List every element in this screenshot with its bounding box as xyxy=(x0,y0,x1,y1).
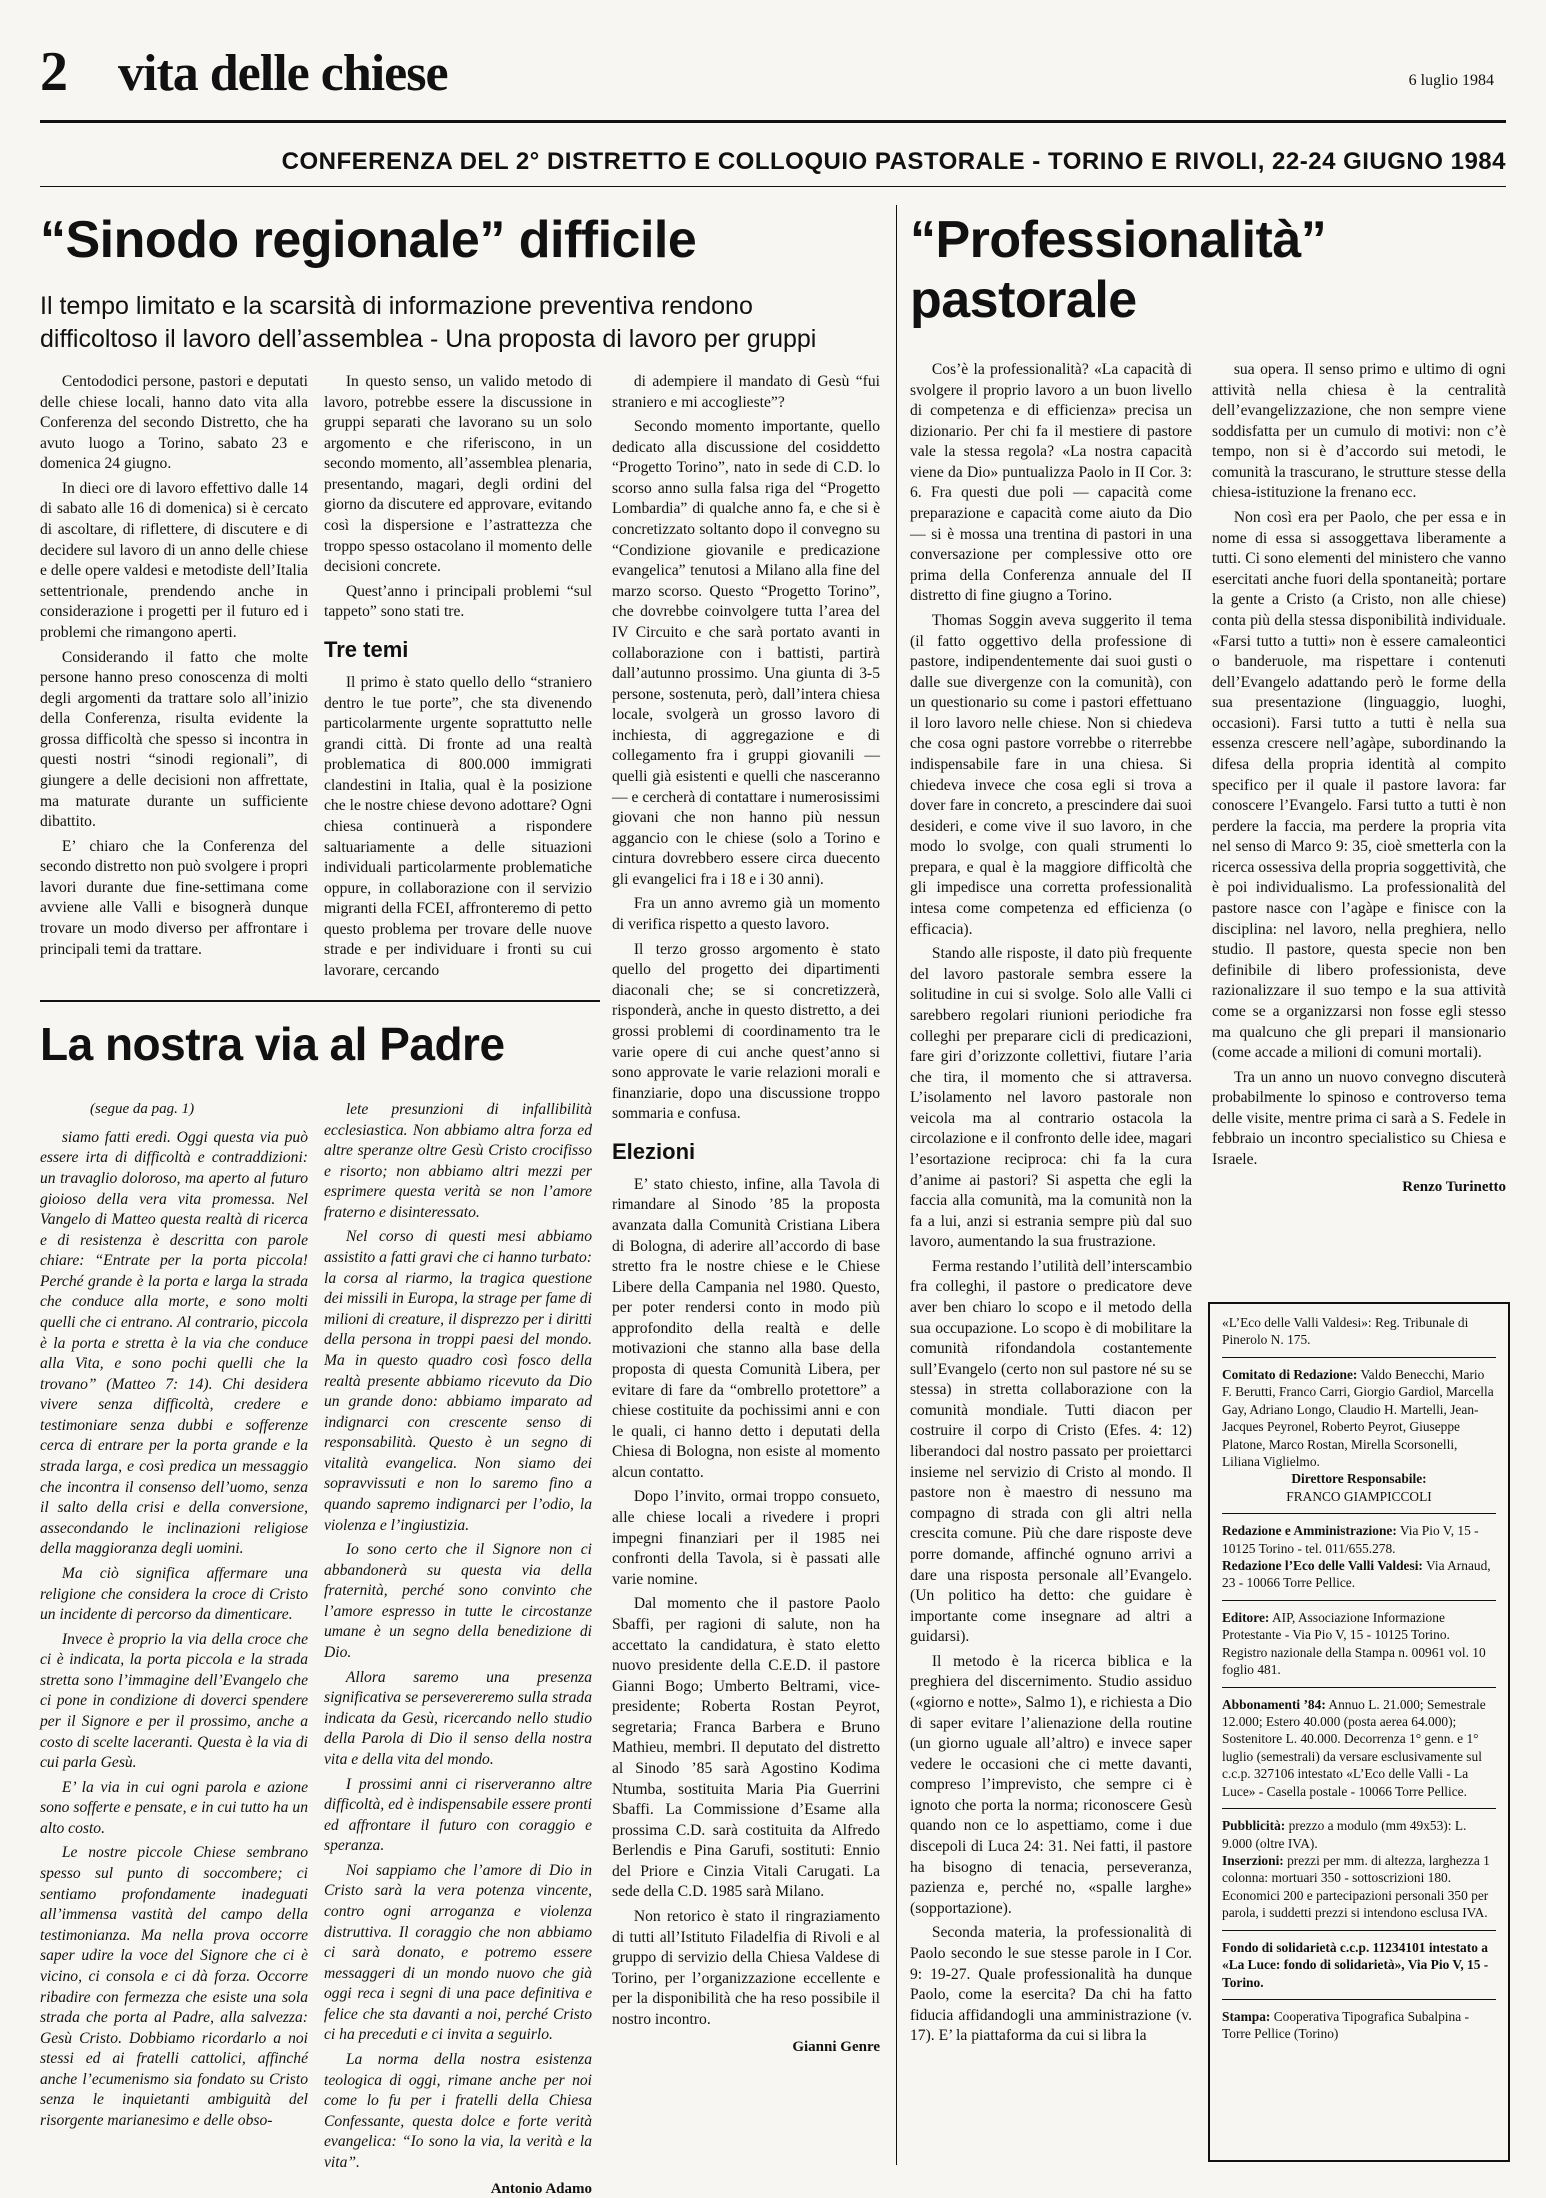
column-divider xyxy=(896,205,897,2165)
paragraph: Ferma restando l’utilità dell’interscambio fra colleghi, il pastore o predicatore deve aver ben chiaro lo scopo e il metodo della sua occupazione. Lo scopo è di mobilitare la comunità rifondandola costantemente sull’Evangelo (certo non sul pastore né su se stessa) in stretta collaborazione con la comunità mondiale. Tutti diacon per costruire il corpo di Cristo (Efes. 4: 12) liberandoci dal nostro passato per proiettarci insieme nel servizio di Cristo al mondo. Il pastore non è maestro di nessuno ma compagno di strada con gli altri nella crescita comune. Più che dare risposte deve porre domande, affinché ognuno arrivi a dare una risposta personale all’Evangelo. (Un politico ha detto: che guidare è importante come insegnare ad altri a guidarsi). xyxy=(910,1257,1192,1646)
professionalita-headline-line-1: “Professionalità” xyxy=(910,211,1327,269)
committee-text: Valdo Benecchi, Mario F. Berutti, Franco Carri, Giorgio Gardiol, Marcella Gay, Adriano Longo, Claudio H. Martelli, Jean-Jacques Peyronel, Roberto Peyrot, Giuseppe Platone, Marco Rostan, Mirella Scorsonelli, Liliana Viglielmo. xyxy=(1222,1366,1494,1469)
paragraph: Quest’anno i principali problemi “sul tappeto” sono stati tre. xyxy=(324,582,592,621)
paragraph: In questo senso, un valido metodo di lavoro, potrebbe essere la discussione in gruppi separati che lavorano su un solo argomento e che riferiscono, in un secondo momento, all’assemblea plenaria, presentando, magari, degli ordini del giorno da discutere ed approvare, evitando così la dispersione e l’astrattezza che troppo spesso ostacolano il momento delle decisioni concrete. xyxy=(324,373,592,576)
sinodo-column-1 xyxy=(40,372,308,964)
masthead-rule xyxy=(40,120,1506,123)
committee-label: Comitato di Redazione: xyxy=(1222,1366,1358,1382)
inserts-text: prezzi per mm. di altezza, larghezza 1 colonna: mortuari 350 - sottoscrizioni 180. Economici 200 e partecipazioni personali 350 per parola, i suddetti prezzi si intendono esclusa IVA. xyxy=(1222,1852,1490,1921)
sinodo-headline: “Sinodo regionale” difficile xyxy=(40,211,697,269)
event-banner: CONFERENZA DEL 2° DISTRETTO E COLLOQUIO PASTORALE - TORINO E RIVOLI, 22-24 GIUGNO 1984 xyxy=(281,148,1506,175)
paragraph: Centododici persone, pastori e deputati delle chiese locali, hanno dato vita alla Conferenza del secondo Distretto, che ha avuto luogo a Torino, sabato 23 e domenica 24 giugno. xyxy=(40,373,308,473)
sinodo-byline: Gianni Genre xyxy=(792,2038,880,2055)
padre-byline: Antonio Adamo xyxy=(490,2181,592,2198)
colophon-admin xyxy=(1222,1513,1496,1600)
professionalita-headline-line-2: pastorale xyxy=(910,271,1137,329)
sinodo-column-2 xyxy=(324,372,592,986)
subs-text: Annuo L. 21.000; Semestrale 12.000; Estero 40.000 (posta aerea 64.000); Sostenitore L. 40.000. Decorrenza 1° genn. e 1° luglio (semestrali) da versare esclusivamente sul c.c.p. 327106 intestato «L’Eco delle Valli - La Luce» - Casella postale - 10066 Torre Pellice. xyxy=(1222,1696,1486,1799)
paragraph: Il metodo è la ricerca biblica e la preghiera del discernimento. Studio assiduo («giorno e notte», Salmo 1), e richiesta a Dio di saper evitare l’alienazione della routine (un giorno uguale all’altro) e invece saper vedere le occasioni che ci mette davanti, compreso l’imprevisto, che sempre ci è ignoto che porta la norma; riconoscere Gesù quando non ce lo aspettiamo, come i due discepoli di Luca 24: 31. Nei fatti, il pastore ha bisogno di tenacia, perseveranza, pazienza e, perché no, «spalle larghe» (sopportazione). xyxy=(910,1652,1192,1917)
padre-column-1 xyxy=(40,1100,308,2136)
paragraph: Il terzo grosso argomento è stato quello del progetto dei dipartimenti diaconali che; se si concretizzerà, risponderà, anche in questo distretto, a dei grossi problemi di coordinamento tra le varie opere di cui anche quest’anno si sono approvate le varie relazioni morali e finanziarie, dopo una discussione troppo sommaria e confusa. xyxy=(612,940,880,1123)
registration-text: «L’Eco delle Valli Valdesi»: Reg. Tribunale di Pinerolo N. 175. xyxy=(1222,1315,1469,1348)
colophon-ads xyxy=(1222,1808,1496,1930)
eco-text: Via Arnaud, 23 - 10066 Torre Pellice. xyxy=(1222,1558,1491,1591)
paragraph: I prossimi anni ci riserveranno altre difficoltà, ed è indispensabile essere pronti ed affrontare il futuro con coraggio e speranza. xyxy=(324,1775,592,1855)
paragraph: di adempiere il mandato di Gesù “fui straniero e mi accoglieste”? xyxy=(612,373,880,411)
paragraph: La norma della nostra esistenza teologica di oggi, rimane anche per noi come lo fu per i fratelli della Chiesa Confessante, questa dolce e forte verità evangelica: “Io sono la via, la verità e la vita”. xyxy=(324,2051,592,2171)
print-text: Cooperativa Tipografica Subalpina - Torre Pellice (Torino) xyxy=(1222,2008,1469,2042)
professionalita-byline: Renzo Turinetto xyxy=(1402,1178,1506,1195)
paragraph: Allora saremo una presenza significativa se persevereremo sulla strada indicata da Gesù, ricercando nello studio della Parola di Dio il senso della nostra vita e della vita del mondo. xyxy=(324,1668,592,1768)
paragraph: lete presunzioni di infallibilità ecclesiastica. Non abbiamo altra forza ed altre speranze oltre Gesù Cristo crocifisso e risorto; non abbiamo altri mezzi per esprimere questa verità se non l’amore fraterno e disinteressato. xyxy=(324,1101,592,1221)
banner-rule xyxy=(40,186,1506,187)
paragraph: Stando alle risposte, il dato più frequente del lavoro pastorale sembra essere la solitudine in cui si svolge. Solo alle Valli ci sarebbero regolari riunioni periodiche fra colleghi per preparare cicli di predicazioni, fare giri d’orizzonte collettivi, fiutare l’aria che tira, il momento che si attraversa. L’isolamento nel lavoro pastorale non veicola ma al contrario ostacola la circolazione e il confronto delle idee, magari l’esortazione reciproca: chi fa la cura d’anime ai pastori? Si aspetta che egli la faccia alla comunità, ma la comunità non la fa a lui, anzi si estrania sempre più dal suo lavoro, aumentando la sua frustrazione. xyxy=(910,945,1192,1251)
colophon-registration xyxy=(1222,1314,1496,1357)
paragraph: Fra un anno avremo già un momento di verifica rispetto a questo lavoro. xyxy=(612,895,880,934)
subhead-tre-temi: Tre temi xyxy=(324,636,409,662)
colophon-box xyxy=(1208,1302,1510,2162)
fund-text: Fondo di solidarietà c.c.p. 11234101 intestato a «La Luce: fondo di solidarietà», Via Pio V, 15 - Torino. xyxy=(1222,1939,1489,1990)
paragraph: Il primo è stato quello dello “straniero dentro le tue porte”, che sta divenendo particolarmente urgente soprattutto nelle grandi città. Di fronte ad una realtà problematica di 800.000 immigrati clandestini in Italia, qual è la posizione che le nostre chiese devono adottare? Ogni chiesa continuerà a rispondere saltuariamente a delle situazioni individuali particolarmente problematiche oppure, in collaborazione con il servizio migranti della FCEI, affronteremo di petto questo problema per trovare delle nuove strade e per individuare i fronti su cui lavorare, cercando xyxy=(324,673,592,980)
sinodo-deck: Il tempo limitato e la scarsità di informazione preventiva rendono difficoltoso il lavoro dell’assemblea - Una proposta di lavoro per gruppi xyxy=(40,292,817,353)
director-name: FRANCO GIAMPICCOLI xyxy=(1286,1488,1432,1504)
article-divider xyxy=(40,1000,600,1002)
section-title: vita delle chiese xyxy=(118,45,448,102)
admin-text: Via Pio V, 15 - 10125 Torino - tel. 011/655.278. xyxy=(1222,1523,1479,1556)
sinodo-column-3 xyxy=(612,372,880,2056)
paragraph: Non così era per Paolo, che per essa e in nome di essa si assoggettava liberamente a tutti. Ci sono elementi del ministero che vanno esercitati anche fuori della spontaneità; portare la gente a Cristo (a Cristo, non alle chiese) conta più della stessa disponibilità individuale. «Farsi tutto a tutti» non è essere camaleontici o banderuole, ma rispettare i contenuti dell’Evangelo adattando però le forme della sua presentazione (linguaggio, luoghi, occasioni). Farsi tutto a tutti è nella sua essenza crescere nell’agàpe, subordinando la difesa della propria identità al compito specifico per il quale il pastore lavora: far conoscere l’Evangelo. Farsi tutto a tutti è non perdere la faccia, ma perdere la propria vita nel senso di Marco 9: 35, cioè smetterla con la ricerca ossessiva della propria soggettività, che è poi individualismo. La professionalità del pastore nasce con l’agàpe e finisce con la disciplina: nel lavoro, nella preghiera, nello studio. Il pastore, questa specie non ben definibile di libero professionista, deve razionalizzare il suo tempo e la sua attività come se a organizzarsi non fosse egli stesso ma qualcuno che gli prepari il mansionario (come accade a milioni di comuni mortali). xyxy=(1212,509,1506,1062)
subhead-elezioni: Elezioni xyxy=(612,1138,696,1164)
ads-text: prezzo a modulo (mm 49x53): L. 9.000 (oltre IVA). xyxy=(1222,1818,1467,1851)
padre-column-2 xyxy=(324,1100,592,2198)
page-number: 2 xyxy=(40,41,68,103)
paragraph: E’ la via in cui ogni parola e azione sono sofferte e pensate, e in cui tutto ha un alto costo. xyxy=(40,1778,308,1837)
paragraph: Le nostre piccole Chiese sembrano spesso sul punto di soccombere; ci sentiamo profondamente inadeguati all’immensa vastità del campo della testimonianza. Ma nella prova occorre saper udire la voce del Signore che ci è vicino, ci consola e ci dà forza. Occorre ribadire con fermezza che esiste una sola strada che porta al Padre, alla salvezza: Gesù Cristo. Dobbiamo ricordarlo a noi stessi ed ai fratelli cattolici, affinché anche l’ecumenismo sia fondato su Cristo senza le inquietanti ambiguità del risorgente marianesimo e delle obso- xyxy=(40,1844,308,2129)
paragraph: Cos’è la professionalità? «La capacità di svolgere il proprio lavoro a un buon livello di competenza e di efficienza» precisa un dizionario. Per chi fa il mestiere di pastore vale la stessa regola? «La nostra capacità viene da Dio» puntualizza Paolo in II Cor. 3: 6. Fra questi due poli — capacità come preparazione e capacità come aiuto da Dio — si è mossa una trentina di pastori in una conversazione per complessive otto ore prima della Conferenza annuale del II distretto di fine giugno a Torino. xyxy=(910,361,1192,605)
paragraph: Considerando il fatto che molte persone hanno preso conoscenza di molti degli argomenti da trattare solo all’inizio della Conferenza, risulta evidente la grossa difficoltà che spesso si incontra in questi nostri “sinodi regionali”, di giungere a delle decisioni non affrettate, ma maturate durante un sufficiente dibattito. xyxy=(40,648,308,831)
paragraph: Io sono certo che il Signore non ci abbandonerà su questa via della fraternità, perché sono convinto che l’amore espresso in tutte le circostanze umane è un segno della benedizione di Dio. xyxy=(324,1541,592,1662)
press-registry-text: Registro nazionale della Stampa n. 00961 vol. 10 foglio 481. xyxy=(1222,1644,1486,1678)
professionalita-column-2 xyxy=(1212,360,1506,1196)
paragraph: Invece è proprio la via della croce che ci è indicata, la porta piccola e la strada stretta sono l’immagine dell’Evangelo che ci pone in condizione di doverci spendere per il Signore e per il prossimo, anche a costo di scelte laceranti. Questa è la via di cui parla Gesù. xyxy=(40,1630,308,1772)
padre-headline: La nostra via al Padre xyxy=(40,1018,505,1070)
paragraph: Seconda materia, la professionalità di Paolo secondo le sue stesse parole in I Cor. 9: 19-27. Quale professionalità ha dunque Paolo, come la esercita? Da chi ha fatto fiducia affidandogli una amministrazione (v. 17). E’ la piattaforma da cui si libra la xyxy=(910,1924,1192,2045)
paragraph: Dopo l’invito, ormai troppo consueto, alle chiese locali a rivedere i propri impegni finanziari per il 1985 nei confronti della Tavola, si è passati alle varie nomine. xyxy=(612,1488,880,1588)
paragraph: Secondo momento importante, quello dedicato alla discussione del cosiddetto “Progetto Torino”, nato in sede di C.D. lo scorso anno sulla falsa riga del “Progetto Lombardia” di qualche anno fa, e che si è concretizzato soltanto dopo il convegno su “Condizione giovanile e predicazione evangelica” tenutosi a Milano alla fine del marzo scorso. Questo “Progetto Torino”, che dovrebbe coinvolgere tutta l’area del IV Circuito e che sarà portato avanti in collaborazione con i battisti, partirà dall’autunno prossimo. Una giunta di 3-5 persone, sostenuta, però, dall’intera chiesa locale, svolgerà un grosso lavoro di inchiesta, di aggregazione e di collegamento fra i gruppi giovanili — quelli già esistenti e quelli che nasceranno — e cercherà di contattare i numerosissimi giovani che non hanno più nessun aggancio con le chiese (solo a Torino e cintura dovrebbero essere circa duecento gli evangelici fra i 18 e i 30 anni). xyxy=(612,418,880,888)
admin-label: Redazione e Amministrazione: xyxy=(1222,1523,1397,1539)
ads-label: Pubblicità: xyxy=(1222,1818,1286,1834)
colophon-publisher xyxy=(1222,1600,1496,1687)
paragraph: Dal momento che il pastore Paolo Sbaffi, per ragioni di salute, non ha accettato la candidatura, è stato eletto nuovo presidente della C.E.D. il pastore Gianni Bogo; Umberto Beltrami, vice-presidente; Roberta Rostan Peyrot, segretaria; Franca Barbera e Bruno Mathieu, membri. Il deputato del distretto al Sinodo ’85 sarà Agostino Kodima Ntumba, sostituita Maria Pia Guerrini Sbaffi. La Commissione d’Esame alla prossima C.D. sarà costituita da Alfredo Berlendis e Pina Garufi, sostituti: Ennio del Priore e Cinzia Vitali Carugati. La sede della C.D. 1985 sarà Milano. xyxy=(612,1595,880,1901)
paragraph: In dieci ore di lavoro effettivo dalle 14 di sabato alle 16 di domenica) si è cercato di ascoltare, di riflettere, di discutere e di decidere sul lavoro di un anno delle chiese e delle opere valdesi e metodiste dell’Italia settentrionale, prendendo anche in considerazione i progetti per il futuro ed i problemi che rimangono aperti. xyxy=(40,479,308,641)
colophon-subscriptions xyxy=(1222,1687,1496,1809)
paragraph: Noi sappiamo che l’amore di Dio in Cristo sarà la vera potenza vincente, contro ogni arroganza e violenza distruttiva. Il coraggio che non abbiamo ci sarà donato, e potremo essere messaggeri di un mondo nuovo che già oggi reca i segni di una pace definitiva e felice che sta davanti a noi, perché Cristo ci ha preceduti e ci invita a seguirlo. xyxy=(324,1861,592,2044)
paragraph: Nel corso di questi mesi abbiamo assistito a fatti gravi che ci hanno turbato: la corsa al riarmo, la tragica questione dei missili in Europa, la strage per fame di milioni di creature, il disprezzo per i diritti della persona in troppi paesi del mondo. Ma in questo quadro così fosco della realtà presente abbiamo ricevuto da Dio un grande dono: abbiamo imparato ad indignarci con crescente senso di responsabilità. Questo è un segno di vitalità evangelica. Non siamo dei sopravvissuti e non lo saremo fino a quando sapremo indignarci per l’odio, la violenza e l’ingiustizia. xyxy=(324,1228,592,1534)
colophon-print xyxy=(1222,1999,1496,2051)
continued-note: (segue da pag. 1) xyxy=(90,1101,195,1117)
colophon-fund xyxy=(1222,1930,1496,1999)
paragraph: E’ stato chiesto, infine, alla Tavola di rimandare al Sinodo ’85 la proposta avanzata dalla Comunità Cristiana Libera di Bologna, di aderire all’accordo di base stretto fra le nostre chiese e le Chiese Libere della Campania nel 1980. Questo, per poter rendersi conto in modo più approfondito della realtà e delle motivazioni che stanno alla base della proposta di questa Comunità Libera, per evitare di fare da “ombrello protettore” a chiese costituite da pochissimi anni e con le quali, ci hanno detto i deputati della Chiesa di Bologna, non esiste al momento alcun contatto. xyxy=(612,1175,880,1481)
paragraph: siamo fatti eredi. Oggi questa via può essere irta di difficoltà e contraddizioni: un travaglio doloroso, ma aperto al futuro gioioso della vera vita promessa. Nel Vangelo di Matteo questa realtà di ricerca e di resistenza è descritta con parole chiare: “Entrate per la porta piccola! Perché grande è la porta e larga la strada che conduce alla morte, e sono molti quelli che ci entrano. Al contrario, piccola è la porta e stretta è la via che conduce alla Vita, e sono pochi quelli che la trovano” (Matteo 7: 14). Chi desidera vivere senza difficoltà, credere e testimoniare senza dubbi e sofferenze cerca di entrare per la porta grande e la strada larga, e così predica un messaggio che incontra il consenso dell’uomo, senza il salto della crisi e della conversione, assecondando le inclinazioni religiose della maggioranza degli uomini. xyxy=(40,1128,308,1558)
subs-label: Abbonamenti ’84: xyxy=(1222,1696,1326,1712)
paragraph: Non retorico è stato il ringraziamento di tutti all’Istituto Filadelfia di Rivoli e al gruppo di servizio della Chiesa Valdese di Torino, per l’organizzazione eccellente e per la disponibilità che ha reso possibile il nostro incontro. xyxy=(612,1908,880,2028)
paragraph: sua opera. Il senso primo e ultimo di ogni attività nella chiesa è la centralità dell’evangelizzazione, che non sempre viene soddisfatta per un cumulo di motivi: non c’è tempo, non si è d’accordo sui metodi, le comunità la trascurano, le strutture stesse della chiesa-istituzione la frenano ecc. xyxy=(1212,361,1506,502)
paragraph: Tra un anno un nuovo convegno discuterà probabilmente lo spinoso e controverso tema delle visite, mentre prima ci sarà a S. Fedele in febbraio un incontro specialistico su Chiesa e Israele. xyxy=(1212,1068,1506,1168)
director-label: Direttore Responsabile: xyxy=(1291,1471,1427,1487)
publisher-text: AIP, Associazione Informazione Protestante - Via Pio V, 15 - 10125 Torino. xyxy=(1222,1609,1450,1643)
paragraph: Thomas Soggin aveva suggerito il tema (il fatto oggettivo della professione di pastore, indipendentemente dai suoi gusti o dalle sue divergenze con la comunità), con un questionario su come i pastori effettuano il loro lavoro nelle chiese. Non si chiedeva che cosa ogni pastore vorrebbe o riterrebbe indispensabile fare in una chiesa. Si chiedeva invece che cosa egli si trova a dover fare in concreto, a prescindere dai suoi desideri, e come vive il suo lavoro, in che modo lo svolge, con quali strumenti lo prepara, e qual è la maggiore difficoltà che gli impedisce una corretta professionalità intesa come competenza ed efficienza (o efficacia). xyxy=(910,611,1192,938)
inserts-label: Inserzioni: xyxy=(1222,1852,1284,1868)
publisher-label: Editore: xyxy=(1222,1609,1270,1625)
colophon-committee xyxy=(1222,1357,1496,1513)
paragraph: Ma ciò significa affermare una religione che considera la croce di Cristo un incidente di percorso da dimenticare. xyxy=(40,1564,308,1624)
professionalita-column-1 xyxy=(910,360,1192,2051)
issue-date: 6 luglio 1984 xyxy=(1408,72,1494,89)
paragraph: E’ chiaro che la Conferenza del secondo distretto non può svolgere i propri lavori durante due fine-settimana come avviene alle Valli e bisognerà dunque trovare un modo diverso per affrontare i principali temi da trattare. xyxy=(40,837,308,958)
eco-label: Redazione l’Eco delle Valli Valdesi: xyxy=(1222,1558,1423,1574)
print-label: Stampa: xyxy=(1222,2008,1271,2024)
